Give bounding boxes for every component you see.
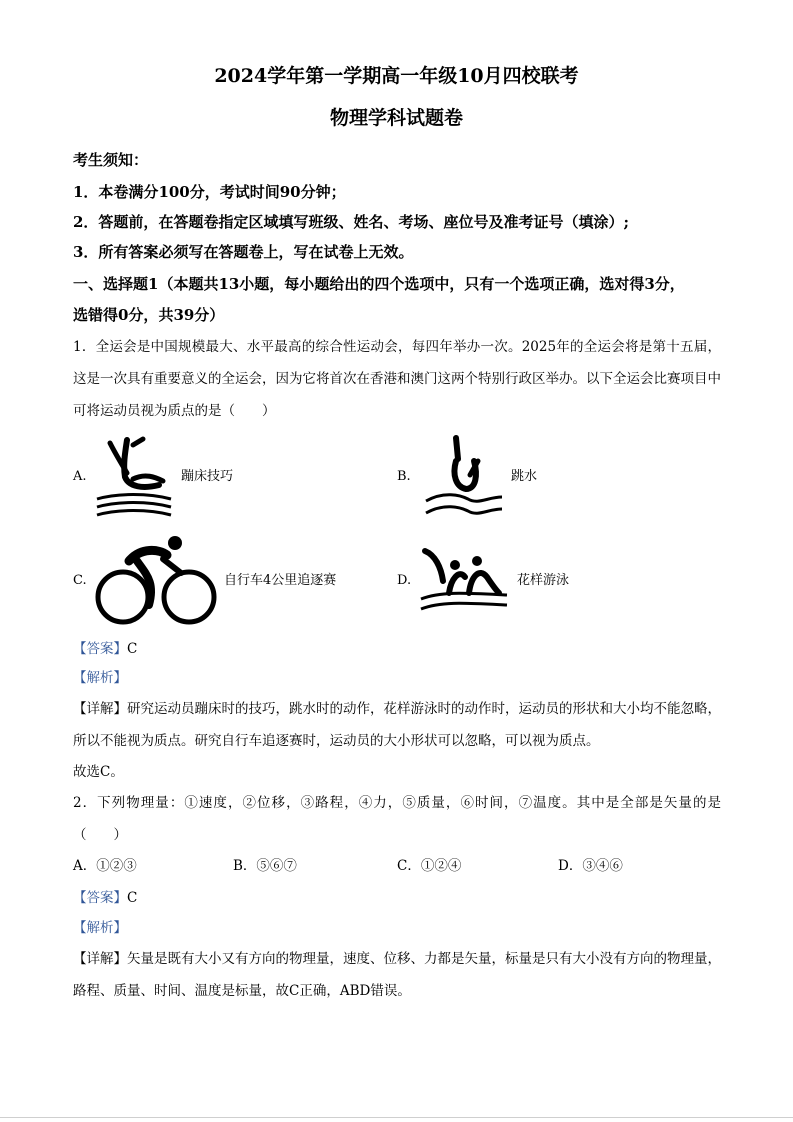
notice-heading: 考生须知：	[73, 151, 149, 169]
q1-answer-line	[73, 640, 723, 658]
option-b-letter: B.	[397, 469, 411, 484]
question-2-stem: 2．下列物理量：①速度，②位移，③路程，④力，⑤质量，⑥时间，⑦温度。其中是全部是矢量的是（ ）	[73, 795, 721, 843]
exam-subtitle: 物理学科试题卷	[329, 107, 463, 129]
notice-item: 1．本卷满分100分，考试时间90分钟；	[73, 183, 346, 201]
detail-tag: 【详解】	[73, 701, 127, 717]
option-c-caption: 自行车4公里追逐赛	[224, 573, 337, 588]
option-d-caption: 花样游泳	[517, 573, 570, 588]
choice-b: B．⑤⑥⑦	[233, 858, 297, 874]
option-a-letter: A.	[73, 469, 87, 484]
exam-title: 2024学年第一学期高一年级10月四校联考	[214, 65, 579, 87]
answer-tag: 【答案】	[73, 641, 127, 657]
detail-tag: 【详解】	[73, 951, 127, 967]
analysis-tag: 【解析】	[73, 920, 127, 936]
question-1-stem: 1．全运会是中国规模最大、水平最高的综合性运动会，每四年举办一次。2025年的全运会将是第十五届，这是一次具有重要意义的全运会，因为它将首次在香港和澳门这两个特别行政区举办。以下全运会比赛项目中可将运动员视为质点的是（ ）	[73, 339, 721, 419]
page-bottom-rule	[0, 1117, 793, 1118]
option-a-caption: 蹦床技巧	[181, 469, 234, 484]
cycling-icon	[93, 533, 219, 627]
choice-a: A．①②③	[73, 858, 137, 874]
choice-c: C．①②④	[397, 858, 462, 874]
q2-detail	[73, 943, 721, 1007]
section-heading-cont: 选错得0分，共39分）	[73, 306, 225, 324]
q1-conclusion: 故选C。	[73, 764, 124, 780]
option-b-caption: 跳水	[511, 469, 538, 484]
analysis-tag: 【解析】	[73, 670, 127, 686]
option-d-letter: D.	[397, 573, 412, 588]
q1-detail	[73, 693, 721, 757]
synchronized-swimming-icon	[417, 543, 511, 615]
trampoline-icon	[93, 435, 175, 519]
diving-icon	[422, 435, 504, 519]
option-c-letter: C.	[73, 573, 87, 588]
q2-answer-line	[73, 889, 723, 907]
section-heading: 一、选择题1（本题共13小题，每小题给出的四个选项中，只有一个选项正确，选对得3分，	[73, 275, 685, 293]
answer-tag: 【答案】	[73, 890, 127, 906]
detail-text: 研究运动员蹦床时的技巧，跳水时的动作，花样游泳时的动作时，运动员的形状和大小均不能忽略，所以不能视为质点。研究自行车追逐赛时，运动员的大小形状可以忽略，可以视为质点。	[73, 701, 721, 749]
answer-value: C	[127, 890, 138, 906]
answer-value: C	[127, 641, 138, 657]
detail-text: 矢量是既有大小又有方向的物理量，速度、位移、力都是矢量，标量是只有大小没有方向的物理量，路程、质量、时间、温度是标量，故C正确，ABD错误。	[73, 951, 721, 999]
notice-item: 2．答题前，在答题卷指定区域填写班级、姓名、考场、座位号及准考证号（填涂）;	[73, 213, 629, 231]
choice-d: D．③④⑥	[558, 858, 623, 874]
notice-item: 3．所有答案必须写在答题卷上，写在试卷上无效。	[73, 243, 414, 261]
